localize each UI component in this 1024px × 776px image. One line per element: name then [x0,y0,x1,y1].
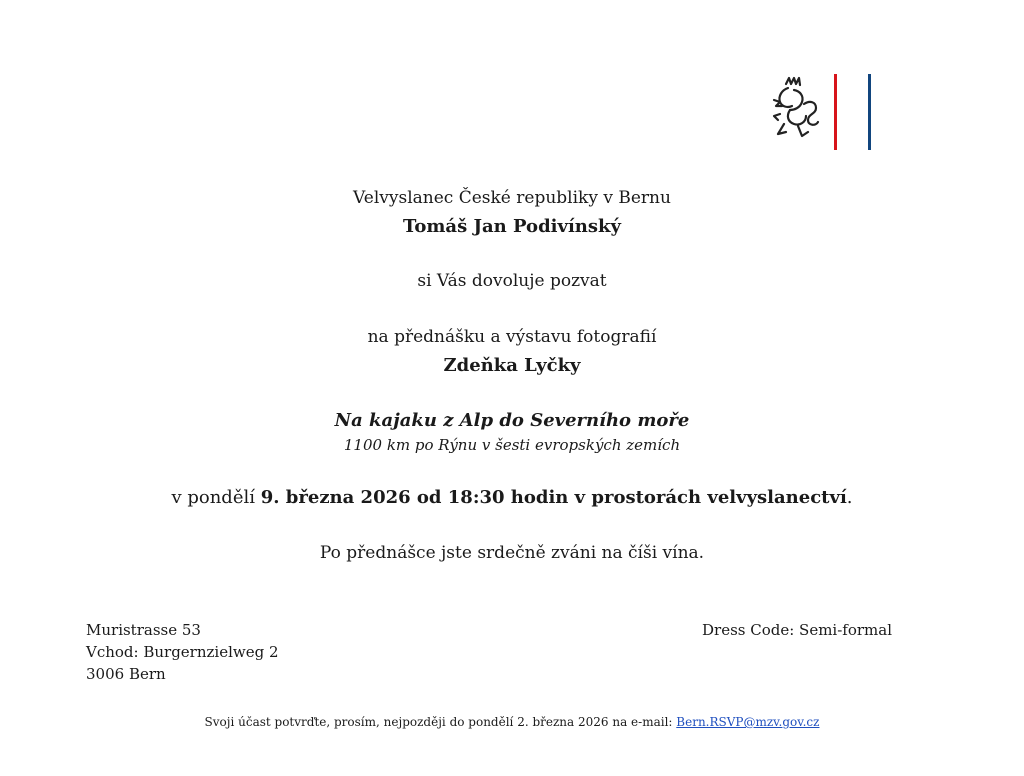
invitation-line: si Vás dovoluje pozvat [417,271,607,291]
reception-line: Po přednášce jste srdečně zváni na číši vína. [319,543,705,563]
red-stripe [834,74,837,150]
event-title: Na kajaku z Alp do Severního moře [334,410,690,431]
event-subtitle: 1100 km po Rýnu v šesti evropských zemích [343,436,681,454]
ambassador-title: Velvyslanec České republiky v Bernu [353,188,671,208]
address-street: Muristrasse 53 [86,621,201,639]
address-block [86,619,279,685]
date-prefix: v pondělí [171,487,261,508]
blue-stripe [868,74,871,150]
rsvp-email-link[interactable]: Bern.RSVP@mzv.gov.cz [676,715,820,729]
speaker-name: Zdeňka Lyčky [443,355,581,376]
date-suffix: . [846,487,853,508]
rsvp-text: Svoji účast potvrďte, prosím, nejpozději do pondělí 2. března 2026 na e-mail: [204,715,677,729]
address-city: 3006 Bern [86,665,166,683]
event-date-line [0,487,1024,508]
date-bold: 9. března 2026 od 18:30 hodin v prostorách velvyslanectví [260,487,847,508]
ambassador-name: Tomáš Jan Podivínský [403,216,621,237]
czech-lion-emblem-icon [764,74,884,150]
dress-code: Dress Code: Semi-formal [702,621,893,639]
event-intro: na přednášku a výstavu fotografií [367,327,657,347]
rsvp-footer [0,715,1024,729]
address-entrance: Vchod: Burgernzielweg 2 [86,643,279,661]
embassy-logo [764,74,884,150]
